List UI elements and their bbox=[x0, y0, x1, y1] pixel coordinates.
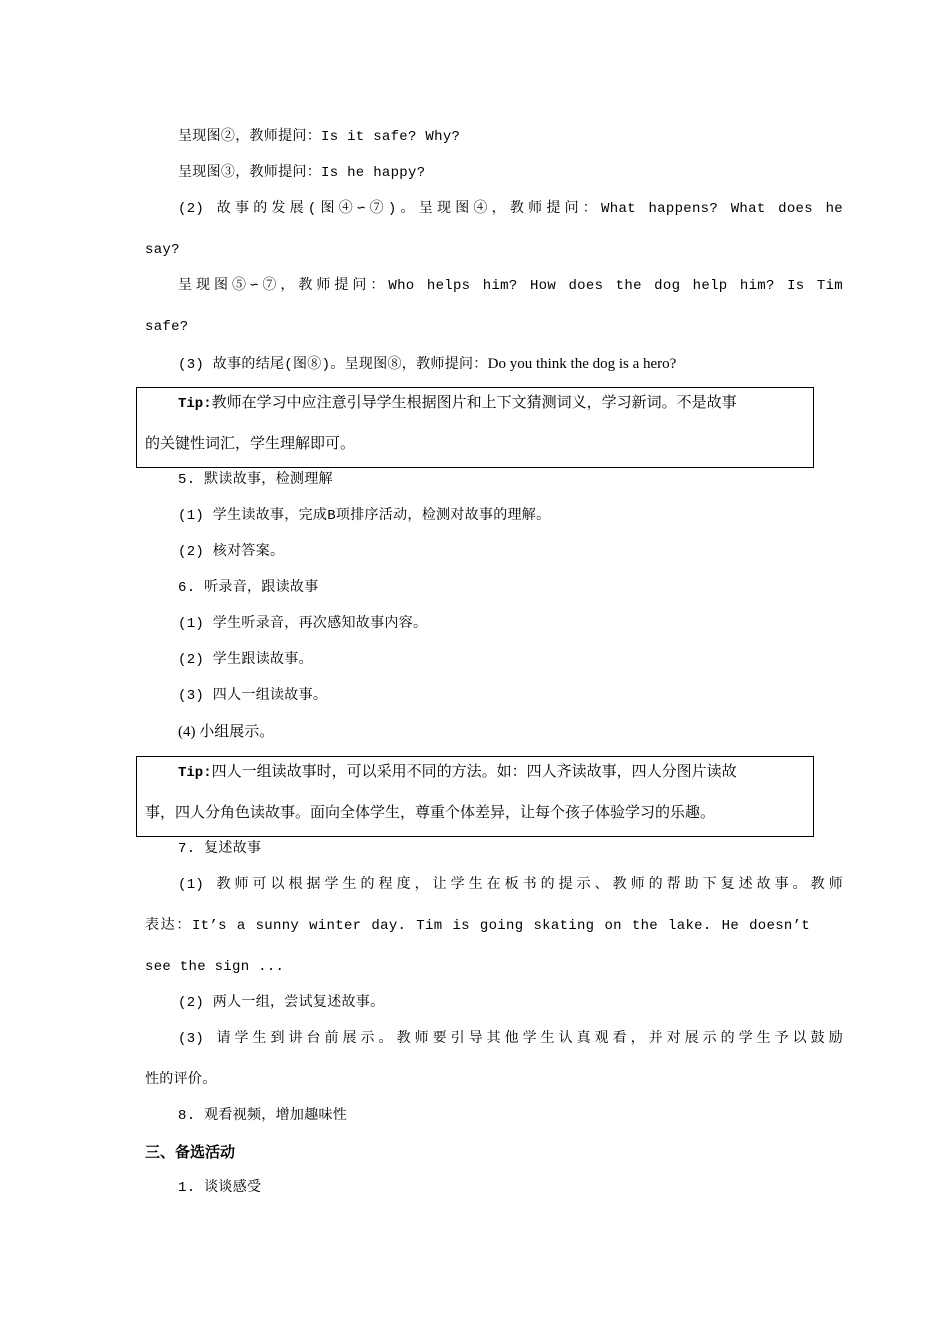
section-7-item-1-line3: see the sign ... bbox=[145, 959, 285, 975]
section-6-item-4: (4) 小组展示。 bbox=[178, 724, 275, 740]
tip-label: Tip: bbox=[178, 396, 212, 412]
paragraph-development-line2: say? bbox=[145, 242, 180, 258]
tip-box-vocabulary bbox=[136, 387, 814, 468]
section-6-heading: 6. 听录音，跟读故事 bbox=[178, 580, 319, 596]
section-6-item-1: (1) 学生听录音，再次感知故事内容。 bbox=[178, 616, 428, 632]
section-7-item-2: (2) 两人一组，尝试复述故事。 bbox=[178, 995, 385, 1011]
tip-box-vocabulary-line2: 的关键性词汇，学生理解即可。 bbox=[145, 434, 356, 452]
tip-box-vocabulary-line1 bbox=[145, 392, 805, 414]
section-7-item-3-line2: 性的评价。 bbox=[145, 1072, 217, 1088]
tip-box-group-reading-line1 bbox=[145, 761, 805, 783]
section-7-item-1-line2: 表达：It’s a sunny winter day. Tim is going skating on the lake. He doesn’t bbox=[145, 918, 810, 934]
tip-box-group-reading-line2: 事，四人分角色读故事。面向全体学生，尊重个体差异，让每个孩子体验学习的乐趣。 bbox=[145, 803, 716, 821]
part-3-item-1: 1. 谈谈感受 bbox=[178, 1180, 262, 1196]
section-7-heading: 7. 复述故事 bbox=[178, 841, 262, 857]
section-7-item-1-line1: (1) 教师可以根据学生的程度，让学生在板书的提示、教师的帮助下复述故事。教师 bbox=[178, 877, 843, 893]
tip-box-group-reading bbox=[136, 756, 814, 837]
section-7-item-3-line1: (3) 请学生到讲台前展示。教师要引导其他学生认真观看，并对展示的学生予以鼓励 bbox=[178, 1031, 843, 1047]
section-5-item-2: (2) 核对答案。 bbox=[178, 544, 285, 560]
paragraph-ending-question: Do you think the dog is a hero? bbox=[487, 356, 677, 372]
paragraph-ending bbox=[145, 353, 843, 375]
tip-label: Tip: bbox=[178, 765, 212, 781]
tip-text: 四人一组读故事时，可以采用不同的方法。如：四人齐读故事，四人分图片读故 bbox=[211, 762, 737, 780]
section-6-item-3: (3) 四人一组读故事。 bbox=[178, 688, 328, 704]
paragraph-ending-prefix: (3) 故事的结尾(图⑧)。呈现图⑧，教师提问： bbox=[178, 357, 488, 373]
section-5-item-1: (1) 学生读故事，完成B项排序活动，检测对故事的理解。 bbox=[178, 508, 551, 524]
part-3-heading: 三、备选活动 bbox=[145, 1143, 236, 1161]
paragraph-image2-question: 呈现图②，教师提问：Is it safe? Why? bbox=[178, 129, 461, 145]
section-5-heading: 5. 默读故事，检测理解 bbox=[178, 472, 333, 488]
section-8-heading: 8. 观看视频，增加趣味性 bbox=[178, 1108, 348, 1124]
tip-text: 教师在学习中应注意引导学生根据图片和上下文猜测词义，学习新词。不是故事 bbox=[211, 393, 737, 411]
paragraph-image5-7-line1: 呈现图⑤∽⑦，教师提问：Who helps him? How does the dog help him? Is Tim bbox=[178, 278, 843, 294]
paragraph-development-line1: (2) 故事的发展(图④∽⑦)。呈现图④，教师提问：What happens? What does he bbox=[178, 201, 843, 217]
paragraph-image5-7-line2: safe? bbox=[145, 319, 189, 335]
section-6-item-2: (2) 学生跟读故事。 bbox=[178, 652, 313, 668]
paragraph-image3-question: 呈现图③，教师提问：Is he happy? bbox=[178, 165, 426, 181]
